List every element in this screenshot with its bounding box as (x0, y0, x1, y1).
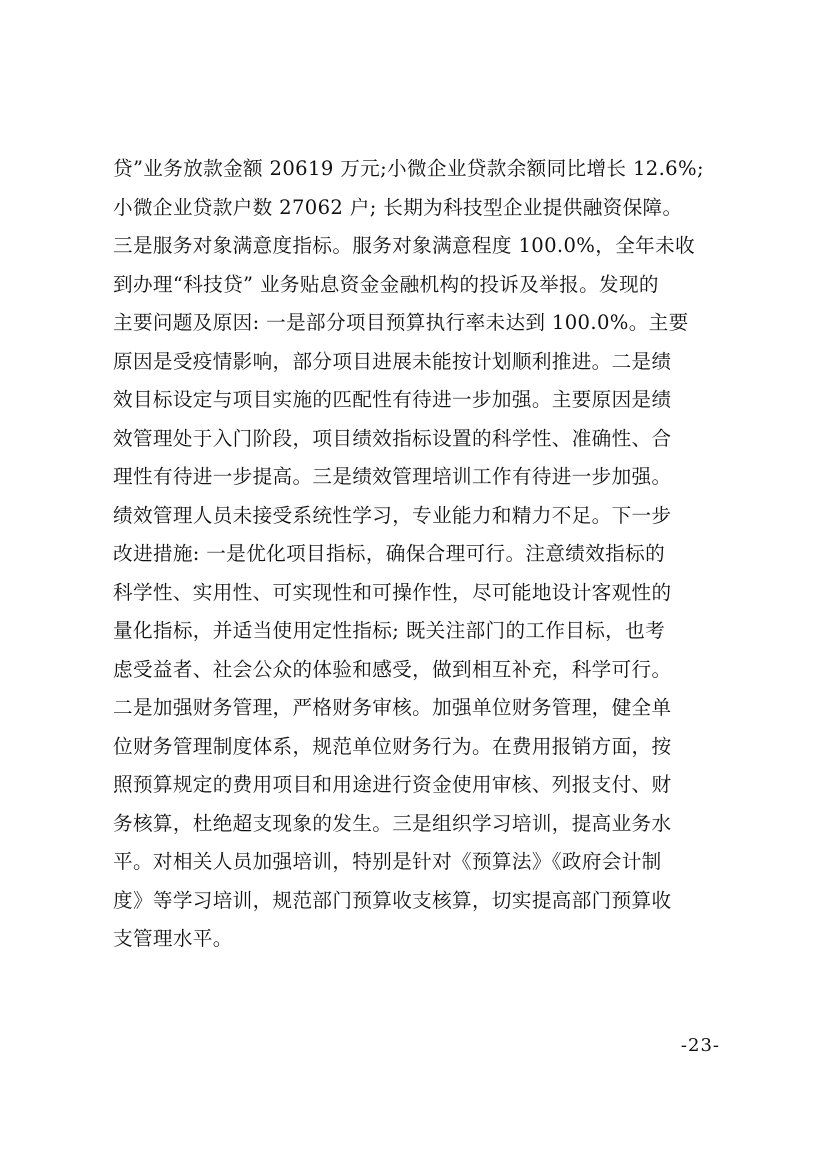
page-number: -23- (680, 1035, 720, 1056)
text-line: 贷”业务放款金额 20619 万元;小微企业贷款余额同比增长 12.6%; (113, 157, 704, 180)
text-line: 务核算，杜绝超支现象的发生。三是组织学习培训，提高业务水 (113, 811, 672, 835)
text-line: 到办理“科技贷” 业务贴息资金金融机构的投诉及举报。发现的 (113, 272, 659, 296)
text-line: 小微企业贷款户数 27062 户; 长期为科技型企业提供融资保障。 (113, 195, 683, 219)
text-line: 效目标设定与项目实施的匹配性有待进一步加强。主要原因是绩 (113, 388, 672, 411)
text-line: 理性有待进一步提高。三是绩效管理培训工作有待进一步加强。 (113, 465, 672, 488)
text-line: 照预算规定的费用项目和用途进行资金使用审核、列报支付、财 (113, 773, 672, 796)
text-line: 度》等学习培训，规范部门预算收支核算，切实提高部门预算收 (113, 888, 672, 912)
text-line: 支管理水平。 (113, 927, 233, 950)
text-line: 位财务管理制度体系，规范单位财务行为。在费用报销方面，按 (113, 734, 672, 758)
text-line: 绩效管理人员未接受系统性学习，专业能力和精力不足。下一步 (113, 503, 672, 527)
text-line: 科学性、实用性、可实现性和可操作性，尽可能地设计客观性的 (113, 580, 672, 604)
text-line: 改进措施: 一是优化项目指标，确保合理可行。注意绩效指标的 (113, 542, 666, 565)
text-line: 原因是受疫情影响，部分项目进展未能按计划顺利推进。二是绩 (113, 349, 672, 373)
text-line: 效管理处于入门阶段，项目绩效指标设置的科学性、准确性、合 (113, 426, 672, 450)
body-text (113, 150, 723, 959)
text-line: 虑受益者、社会公众的体验和感受，做到相互补充，科学可行。 (113, 657, 672, 681)
text-line: 平。对相关人员加强培训，特别是针对《预算法》《政府会计制 (113, 850, 662, 873)
text-line: 主要问题及原因: 一是部分项目预算执行率未达到 100.0%。主要 (113, 311, 689, 334)
text-line: 三是服务对象满意度指标。服务对象满意程度 100.0%，全年未收 (113, 234, 695, 257)
text-line: 量化指标，并适当使用定性指标; 既关注部门的工作目标，也考 (113, 619, 666, 642)
text-line: 二是加强财务管理，严格财务审核。加强单位财务管理，健全单 (113, 696, 672, 719)
